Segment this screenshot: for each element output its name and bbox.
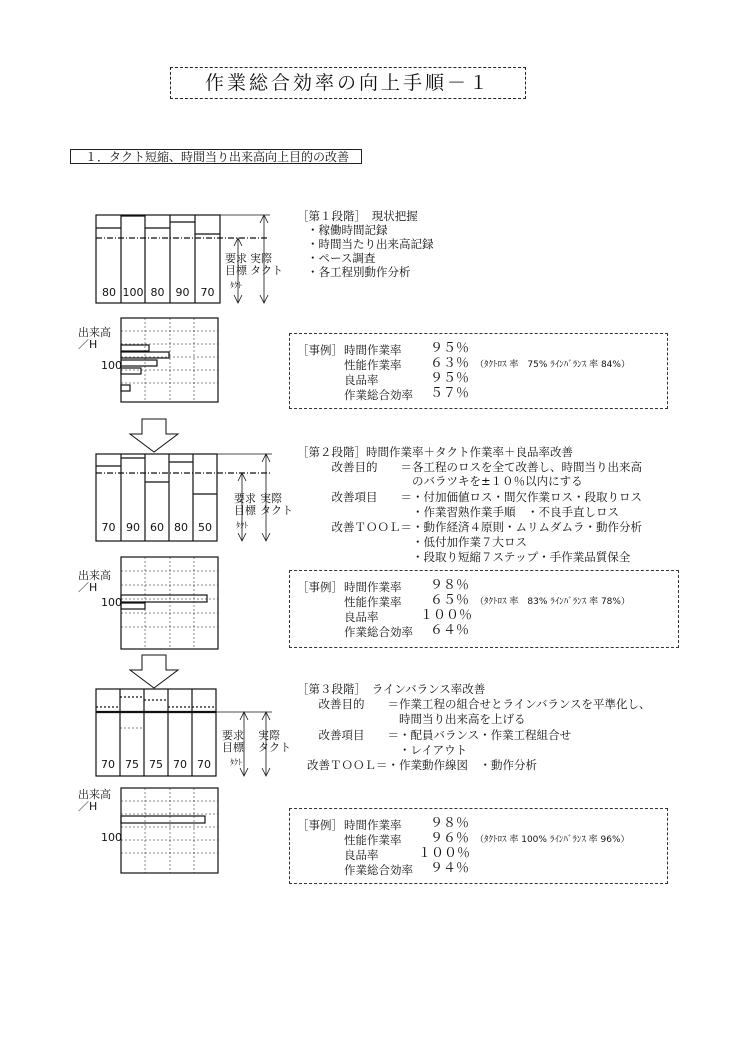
case-value: ６４％ [430, 623, 470, 638]
takt-mark: ﾀｸﾄ [230, 758, 242, 767]
stage-1-heading: ［第１段階］ 現状把握 [297, 209, 418, 223]
case-value: ６３％ [430, 356, 470, 371]
case-key: 性能作業率 [344, 358, 402, 372]
stage-2-line: 改善項目 ＝・付加価値ロス・間欠作業ロス・段取りロス [297, 490, 642, 504]
stage-3-bar-value: 70 [197, 758, 211, 771]
case-note: （ﾀｸﾄﾛｽ 率 75% ﾗｲﾝﾊﾞﾗﾝｽ 率 84%） [475, 360, 630, 370]
stage-2-bar-value: 80 [174, 521, 188, 534]
case-value: ９５％ [430, 371, 470, 386]
stage-2-line: 改善目的 ＝各工程のロスを全て改善し、時間当り出来高 [297, 460, 642, 474]
stage-3-line: 改善目的 ＝作業工程の組合せとラインバランスを平準化し、 [307, 697, 651, 711]
output-value: 100 [101, 359, 122, 372]
stage-3-heading: ［第３段階］ ラインバランス率改善 [297, 682, 486, 696]
actual-takt-label: 実際 タクト [260, 492, 293, 517]
section-heading: １．タクト短縮、時間当り出来高向上目的の改善 [70, 149, 362, 164]
case-key: 性能作業率 [344, 833, 402, 847]
case-key: 作業総合効率 [344, 863, 413, 877]
stage-2-heading: ［第２段階］時間作業率＋タクト作業率＋良品率改善 [297, 445, 573, 459]
stage-2-bar-value: 50 [198, 521, 212, 534]
case-value: ５７％ [430, 386, 470, 401]
stage-1-item: ・時間当たり出来高記録 [307, 237, 434, 251]
stage-3-line: ・レイアウト [307, 743, 468, 757]
output-axis-label: 出来高 ／H [78, 326, 111, 351]
case-key: 作業総合効率 [344, 388, 413, 402]
req-target-label: 要求 目標 [222, 729, 244, 754]
output-axis-label: 出来高 ／H [78, 569, 111, 594]
stage-3-line: 時間当り出来高を上げる [307, 712, 526, 726]
output-value: 100 [101, 596, 122, 609]
case-value: ９５％ [430, 341, 470, 356]
actual-takt-label: 実際 タクト [258, 729, 291, 754]
stage-3-bar-value: 75 [125, 758, 139, 771]
case-value: ６５％ [430, 593, 470, 608]
stage-1-bar-value: 80 [102, 286, 116, 299]
stage-1-item: ・ペース調査 [307, 251, 376, 265]
case-key: 良品率 [344, 848, 379, 862]
case-note: （ﾀｸﾄﾛｽ 率 100% ﾗｲﾝﾊﾞﾗﾝｽ 率 96%） [475, 835, 630, 845]
case-value: １００％ [420, 608, 473, 623]
takt-mark: ﾀｸﾄ [236, 521, 248, 530]
stage-2-line: ・低付加作業７大ロス [297, 535, 527, 549]
case-value: ９６％ [430, 831, 470, 846]
case-key: 時間作業率 [344, 580, 402, 594]
actual-takt-label: 実際 タクト [250, 252, 283, 277]
stage-3-line: 改善ＴＯＯＬ＝・作業動作線図 ・動作分析 [307, 758, 537, 772]
stage-1-bar-value: 90 [175, 286, 190, 299]
stage-2-bar-value: 90 [126, 521, 140, 534]
case-key: 時間作業率 [344, 818, 402, 832]
case-value: ９４％ [430, 861, 470, 876]
case-value: １００％ [418, 846, 471, 861]
stage-2-line: のバラツキを±１０％以内にする [297, 474, 583, 488]
stage-2-line: ・段取り短縮７ステップ・手作業品質保全 [297, 550, 631, 564]
case-value: ９８％ [430, 816, 470, 831]
stage-3-case-box [289, 808, 668, 884]
stage-3-line: 改善項目 ＝・配員バランス・作業工程組合せ [307, 728, 572, 742]
stage-1-bar-value: 100 [122, 286, 144, 299]
case-tag: ［事例］ [297, 818, 343, 832]
case-note: （ﾀｸﾄﾛｽ 率 83% ﾗｲﾝﾊﾞﾗﾝｽ 率 78%） [475, 597, 630, 607]
case-tag: ［事例］ [297, 580, 343, 594]
req-target-label: 要求 目標 [225, 252, 247, 277]
req-target-label: 要求 目標 [234, 492, 256, 517]
stage-1-item: ・各工程別動作分析 [307, 265, 411, 279]
stage-2-line: 改善ＴＯＯＬ＝・動作経済４原則・ムリムダムラ・動作分析 [297, 520, 642, 534]
page-title: 作業総合効率の向上手順－１ [170, 67, 526, 99]
stage-2-bar-value: 70 [101, 521, 116, 534]
case-key: 時間作業率 [344, 343, 402, 357]
output-value: 100 [101, 831, 122, 844]
stage-2-line: ・作業習熟作業手順 ・不良手直しロス [297, 505, 619, 519]
stage-1-item: ・稼働時間記録 [307, 223, 388, 237]
stage-2-bar-value: 60 [150, 521, 164, 534]
stage-1-bar-value: 70 [200, 286, 215, 299]
stage-3-bar-value: 70 [101, 758, 115, 771]
case-key: 良品率 [344, 373, 379, 387]
case-value: ９８％ [430, 578, 470, 593]
case-key: 性能作業率 [344, 595, 402, 609]
case-key: 作業総合効率 [344, 625, 413, 639]
output-axis-label: 出来高 ／H [78, 788, 111, 813]
takt-mark: ﾀｸﾄ [230, 281, 242, 290]
stage-3-bar-value: 70 [173, 758, 187, 771]
case-key: 良品率 [344, 610, 379, 624]
stage-1-bar-value: 80 [150, 286, 165, 299]
stage-3-bar-value: 75 [149, 758, 163, 771]
case-tag: ［事例］ [297, 343, 343, 357]
